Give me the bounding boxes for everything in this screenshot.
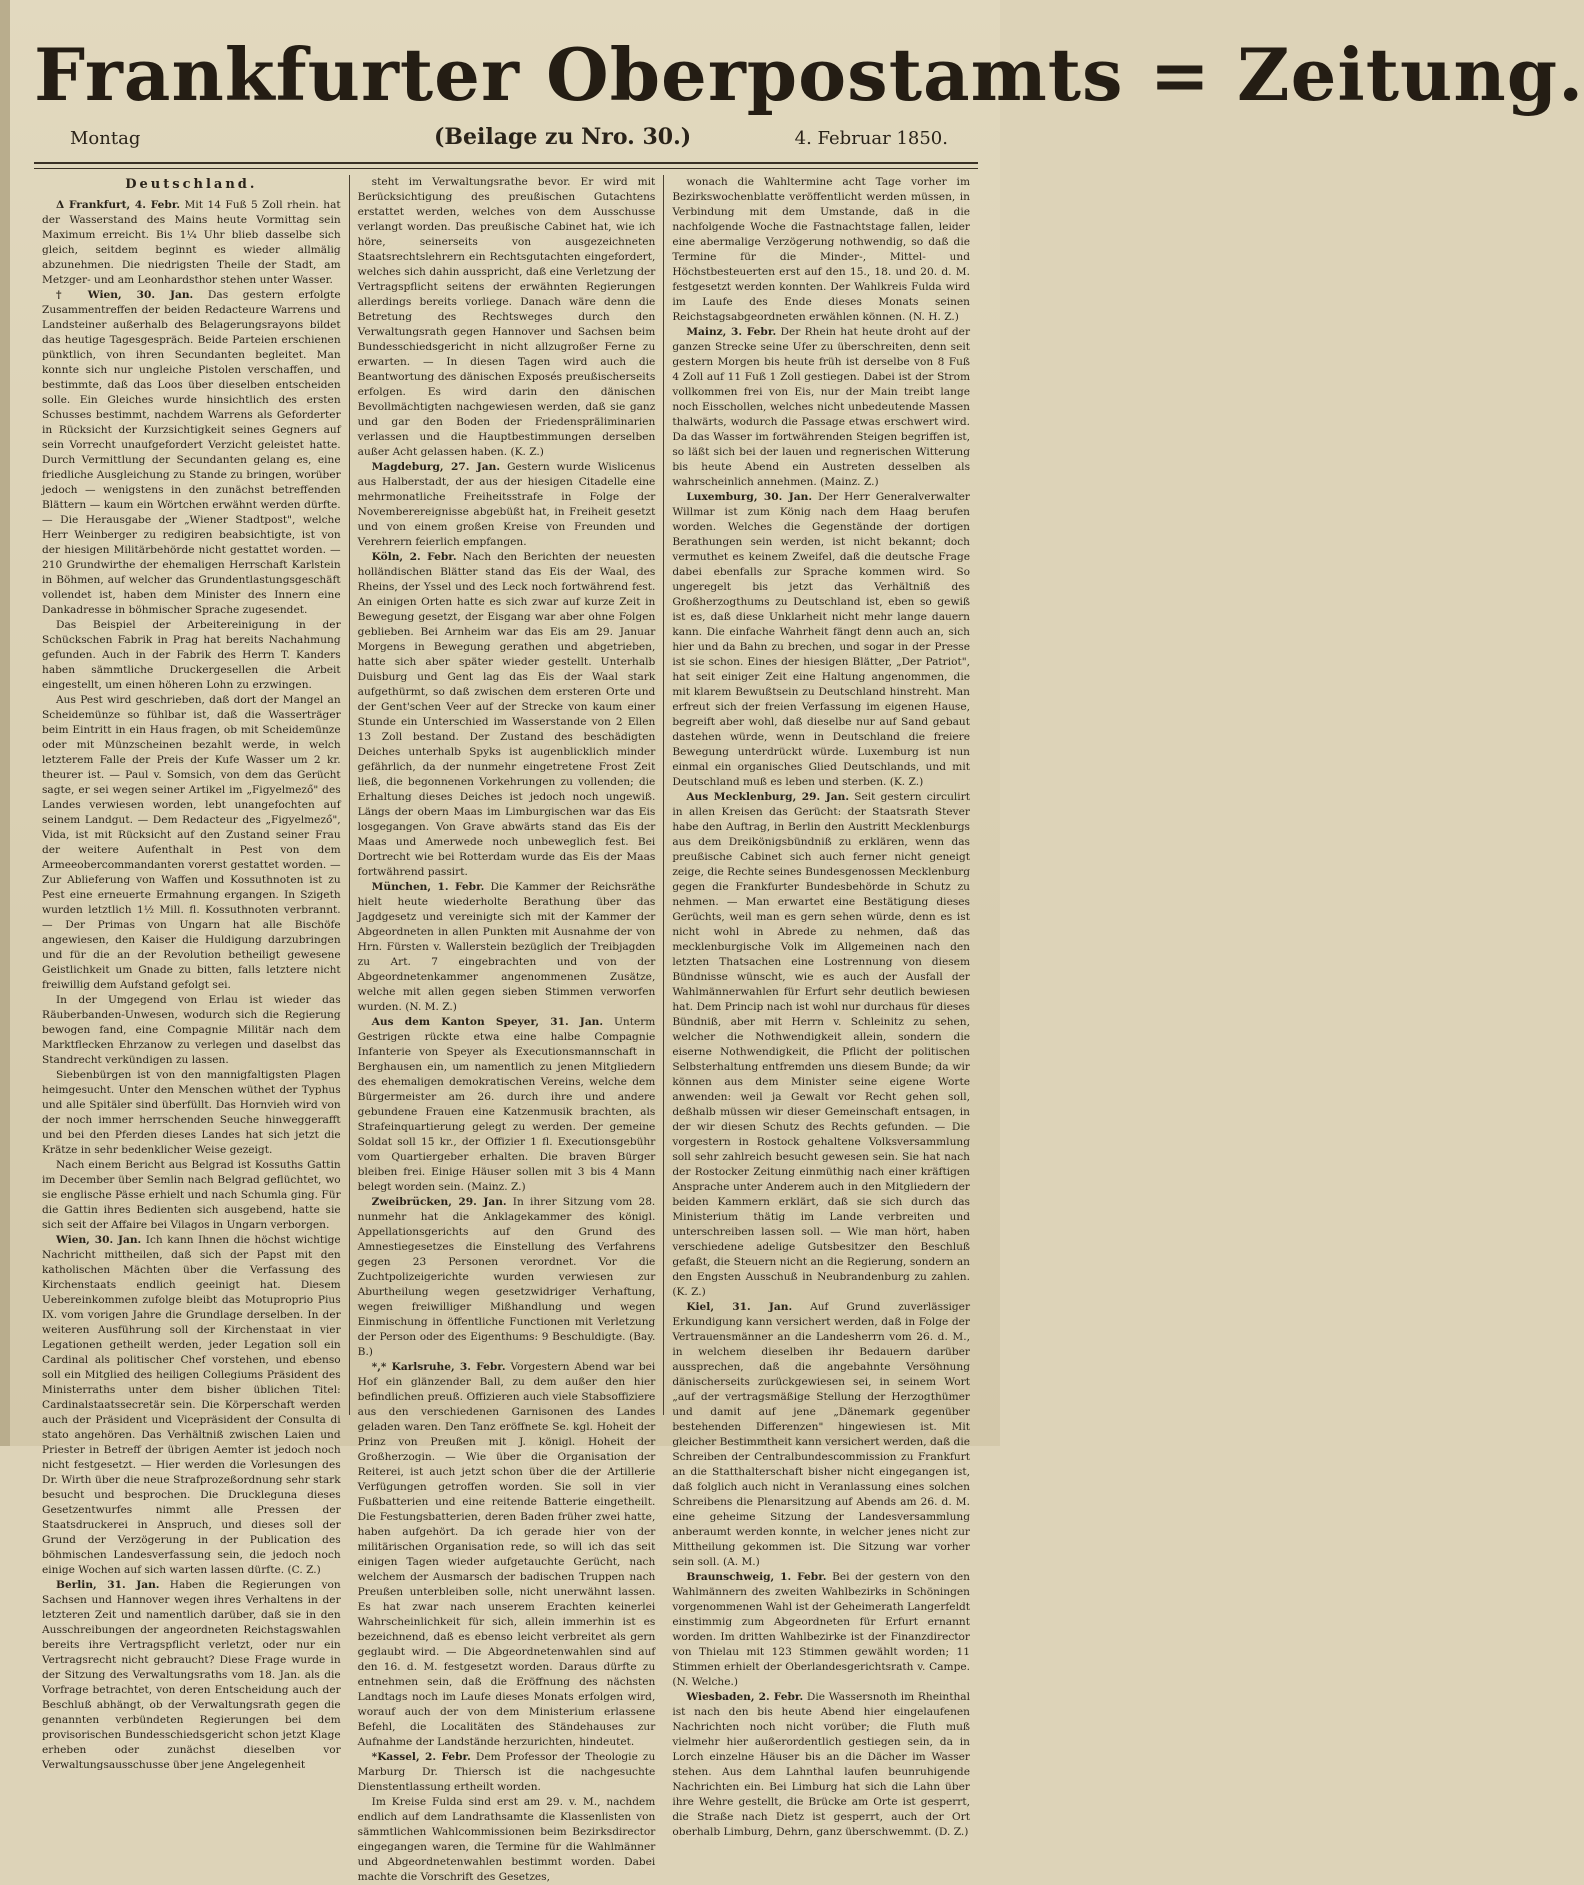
article-paragraph xyxy=(42,1068,341,1158)
article-text: wonach die Wahltermine acht Tage vorher im Bezirkswochenblatte veröffentlicht werden müssen, in Verbindung mit dem Umstande, daß in die nachfolgende Woche die Fastnachtstage fallen, leider eine abermalige Verzögerung nothwendig, so daß die Termine für die Minder-, Mittel- und Höchstbesteuerten erst auf den 15., 18. und 20. d. M. festgesetzt werden konnten. Der Wahlkreis Fulda wird im Laufe des Ende dieses Monats seinen Reichstagsabgeordneten erwählen können. (N. H. Z.) xyxy=(672,176,970,323)
dateline: Luxemburg, 30. Jan. xyxy=(686,491,813,503)
masthead-subline xyxy=(34,122,978,164)
article-text: Dem Professor der Theologie zu Marburg Dr. Thiersch ist die nachgesuchte Dienstentlassung ertheilt worden. xyxy=(357,1751,656,1793)
article-paragraph xyxy=(672,1690,970,1840)
dateline: Mainz, 3. Febr. xyxy=(686,326,777,338)
column-3 xyxy=(663,175,978,1838)
article-text: Bei der gestern von den Wahlmännern des zweiten Wahlbezirks in Schöningen vorgenommenen Wahl ist der Geheimerath Langerfeldt einstimmig zum Abgeordneten für Erfurt ernannt worden. Im dritten Wahlbezirke ist der Finanzdirector von Thielau mit 123 Stimmen gewählt worden; 11 Stimmen erhielt der Oberlandesgerichtsrath v. Campe. (N. Welche.) xyxy=(672,1571,970,1688)
article-paragraph xyxy=(42,1158,341,1233)
article-paragraph xyxy=(358,175,656,460)
article-text: Nach den Berichten der neuesten holländischen Blätter stand das Eis der Waal, des Rheins, der Yssel und des Leck noch fortwährend fest. An einigen Orten hatte es sich zwar auf kurze Zeit in Bewegung gesetzt, der Eisgang war aber ohne Folgen geblieben. Bei Arnheim war das Eis am 29. Januar Morgens in Bewegung gerathen und abgetrieben, hatte sich aber später wieder gestellt. Unterhalb Duisburg und Gent lag das Eis der Waal stark aufgethürmt, so daß zwischen dem ersteren Orte und der Gent'schen Veer auf der Strecke von kaum einer Stunde ein Unterschied im Wasserstande von 2 Ellen 13 Zoll bestand. Der Zustand des beschädigten Deiches unterhalb Spyks ist augenblicklich minder gefährlich, da der nunmehr eingetretene Frost Zeit ließ, die begonnenen Vorkehrungen zu vollenden; die Erhaltung dieses Deiches ist jedoch noch ungewiß. Längs der obern Maas im Limburgischen war das Eis losgegangen. Von Grave abwärts stand das Eis der Maas und Amerwede noch unbeweglich fest. Bei Dortrecht wie bei Rotterdam wurde das Eis der Maas fortwährend passirt. xyxy=(357,551,656,878)
article-text: Seit gestern circulirt in allen Kreisen das Gerücht: der Staatsrath Stever habe den Auftrag, in Berlin den Austritt Mecklenburgs aus dem Dreikönigsbündniß zu erklären, wenn das preußische Cabinet sich auch ferner nicht geneigt zeige, die Rechte seines Bundesgenossen Mecklenburg gegen die Frankfurter Bundesbehörde in Schutz zu nehmen. — Man erwartet eine Bestätigung dieses Gerüchts, weil man es gern sehen würde, denn es ist nicht wohl in Abrede zu nehmen, daß das mecklenburgische Volk im Allgemeinen nach den letzten Thatsachen eine Lostrennung von diesem Bündnisse wünscht, wie es auch der Ausfall der Wahlmännerwahlen für Erfurt sehr deutlich bewiesen hat. Dem Princip nach ist wohl nur durchaus für dieses Bündniß, aber mit Herrn v. Schleinitz zu sehen, welcher die Nothwendigkeit allein, sondern die eiserne Nothwendigkeit, die Pflicht der politischen Selbsterhaltung entfremden uns diesem Bunde; da wir können aus dem Minister seine eigene Worte anwenden: weil ja Gewalt vor Recht gehen soll, deßhalb müssen wir dieser Gemeinschaft entsagen, in der wir diesen Schutz des Rechts gefunden. — Die vorgestern in Rostock gehaltene Volksversammlung soll sehr zahlreich besucht gewesen sein. Sie hat nach der Rostocker Zeitung einmüthig nach einer kräftigen Ansprache unter Anderem auch in den Mitgliedern der beiden Kammern erklärt, daß sie sich durch das Ministerium thätig im Lande verbreiten und unterschreiben lassen soll. — Wie man hört, haben verschiedene adelige Gutsbesitzer den Beschluß gefaßt, die Steuern nicht an die Regierung, sondern an den Engsten Ausschuß in Neubrandenburg zu zahlen. (K. Z.) xyxy=(672,791,970,1298)
article-text: Der Rhein hat heute droht auf der ganzen Strecke seine Ufer zu überschreiten, denn seit gestern Morgen bis heute früh ist derselbe von 8 Fuß 4 Zoll auf 11 Fuß 1 Zoll gestiegen. Dabei ist der Strom vollkommen frei von Eis, nur der Main treibt lange noch Eisschollen, welches nicht unbedeutende Massen thalwärts, wodurch die Passage etwas erschwert wird. Da das Wasser im fortwährenden Steigen begriffen ist, so läßt sich bei der lauen und regnerischen Witterung bis heute Abend ein Austreten desselben als wahrscheinlich annehmen. (Mainz. Z.) xyxy=(672,326,971,488)
article-text: Der Herr Generalverwalter Willmar ist zum König nach dem Haag berufen worden. Welches die Gegenstände der dortigen Berathungen sein werden, ist nicht bekannt; doch vermuthet es keinem Zweifel, daß die deutsche Frage dabei ebenfalls zur Sprache kommen wird. So ungeregelt bis jetzt das Verhältniß des Großherzogthums zu Deutschland ist, eben so gewiß ist es, daß diese Unklarheit nicht mehr lange dauern kann. Die einfache Wahrheit fängt denn auch an, sich hier und da Bahn zu brechen, und sogar in der Presse ist sie schon. Eines der hiesigen Blätter, „Der Patriot", hat seit einiger Zeit eine Haltung angenommen, die mit klarem Bewußtsein zu Deutschland hinstreht. Man erfreut sich der freien Verfassung im eigenen Hause, begreift aber wohl, daß dieselbe nur auf Sand gebaut dastehen würde, wenn in Deutschland die freiere Bewegung unterdrückt würde. Luxemburg ist nun einmal ein organisches Glied Deutschlands, und mit Deutschland muß es leben und sterben. (K. Z.) xyxy=(672,491,970,788)
article-paragraph xyxy=(672,1300,970,1570)
issue-day: Montag xyxy=(70,128,141,149)
article-text: Gestern wurde Wislicenus aus Halberstadt, der aus der hiesigen Citadelle eine mehrmonatliche Freiheitsstrafe in Folge der Novemberereignisse abgebüßt hat, in Freiheit gesetzt und von einem großen Kreise von Freunden und Verehrern feierlich empfangen. xyxy=(357,461,656,548)
article-paragraph xyxy=(42,618,341,693)
dateline: Aus Mecklenburg, 29. Jan. xyxy=(686,791,850,803)
dateline: † Wien, 30. Jan. xyxy=(56,289,194,301)
dateline: Aus dem Kanton Speyer, 31. Jan. xyxy=(371,1016,604,1028)
article-paragraph xyxy=(358,1360,656,1750)
dateline: *,* Karlsruhe, 3. Febr. xyxy=(371,1361,506,1373)
dateline: Wien, 30. Jan. xyxy=(56,1234,142,1246)
dateline: Δ Frankfurt, 4. Febr. xyxy=(56,199,181,211)
issue-date: 4. Februar 1850. xyxy=(794,128,948,149)
article-text: Auf Grund zuverlässiger Erkundigung kann versichert werden, daß in Folge der Vertrauensmänner an die Landesherrn vom 26. d. M., in welchem dieselben ihr Bedauern darüber aussprechen, daß die angebahnte Versöhnung dänischerseits zurückgewiesen sei, in seinem Wort „auf der vertragsmäßige Stellung der Herzogthümer und damit auf jene „Dänemark gegenüber bestehenden Differenzen" hingewiesen ist. Mit gleicher Bestimmtheit kann versichert werden, daß die Schreiben der Centralbundescommission zu Frankfurt an die Statthalterschaft bisher nicht eingegangen ist, daß folglich auch nicht in Veranlassung eines solchen Schreibens die Plenarsitzung auf Abends am 26. d. M. eine geheime Sitzung der Landesversammlung anberaumt werden konnte, in welcher jenes nicht zur Mittheilung gekommen ist. Die Sitzung war vorher sein soll. (A. M.) xyxy=(672,1301,971,1568)
article-paragraph xyxy=(358,1195,656,1360)
article-paragraph xyxy=(358,1750,656,1795)
dateline: Berlin, 31. Jan. xyxy=(56,1579,160,1591)
article-paragraph xyxy=(672,790,970,1300)
article-paragraph xyxy=(42,1578,341,1773)
article-paragraph xyxy=(358,1795,656,1885)
article-text: Die Wassersnoth im Rheinthal ist nach den bis heute Abend hier eingelaufenen Nachrichten noch nicht vorüber; die Fluth muß vielmehr hier außerordentlich gestiegen sein, da in Lorch einzelne Häuser bis an die Dächer im Wasser stehen. Aus dem Lahnthal laufen beunruhigende Nachrichten ein. Bei Limburg hat sich die Lahn über ihre Wehre gestellt, die Brücke am Orte ist gesperrt, die Straße nach Dietz ist gesperrt, auch der Ort oberhalb Limburg, Dehrn, ganz überschwemmt. (D. Z.) xyxy=(672,1691,970,1838)
article-text: Die Kammer der Reichsräthe hielt heute wiederholte Berathung über das Jagdgesetz und vereinigte sich mit der Kammer der Abgeordneten in allen Punkten mit Ausnahme der von Hrn. Fürsten v. Wallerstein bezüglich der Treibjagden zu Art. 7 eingebrachten und von der Abgeordnetenkammer angenommenen Zusätze, welche mit allen gegen sieben Stimmen verworfen wurden. (N. M. Z.) xyxy=(357,881,656,1013)
article-paragraph xyxy=(672,490,970,790)
article-text: Unterm Gestrigen rückte etwa eine halbe Compagnie Infanterie von Speyer als Executionsmannschaft in Berghausen ein, um namentlich zu jenen Mitgliedern des ehemaligen demokratischen Vereins, welche dem Bürgermeister am 26. durch ihre und andere gebundene Frauen eine Katzenmusik brachten, als Strafeinquartierung gelegt zu werden. Der gemeine Soldat soll 15 kr., der Offizier 1 fl. Executionsgebühr vom Quartiergeber erhalten. Die braven Bürger bleiben frei. Einige Häuser sollen mit 3 bis 4 Mann belegt worden sein. (Mainz. Z.) xyxy=(357,1016,656,1193)
article-paragraph xyxy=(42,198,341,288)
column-2 xyxy=(349,175,664,1883)
binding-edge xyxy=(0,0,10,1446)
masthead-title: Frankfurter Oberpostamts = Zeitung. xyxy=(34,32,1584,117)
article-paragraph xyxy=(672,1570,970,1690)
masthead-rule xyxy=(34,168,978,169)
article-paragraph xyxy=(672,325,970,490)
article-text: Nach einem Bericht aus Belgrad ist Kossuths Gattin im December über Semlin nach Belgrad geflüchtet, wo sie englische Pässe erhielt und nach Schumla ging. Für die Gattin ihres Bedienten sich ausgebend, hatte sie sich seit der Affaire bei Vilagos in Ungarn verborgen. xyxy=(42,1159,341,1231)
article-text: In ihrer Sitzung vom 28. nunmehr hat die Anklagekammer des königl. Appellationsgerichts auf den Grund des Amnestiegesetzes die Einstellung des Verfahrens gegen 23 Personen verordnet. Vor die Zuchtpolizeigerichte wurden verwiesen zur Aburtheilung wegen gesetzwidriger Verhaftung, wegen freiwilliger Mißhandlung und wegen Einmischung in öffentliche Functionen mit Verletzung der Person oder des Eigenthums: 9 Beschuldigte. (Bay. B.) xyxy=(357,1196,656,1358)
article-text: steht im Verwaltungsrathe bevor. Er wird mit Berücksichtigung des preußischen Gutachtens erstattet werden, welches von dem Ausschusse verlangt worden. Das preußische Cabinet hat, wie ich höre, seinerseits von ausgezeichneten Staatsrechtslehrern ein Rechtsgutachten eingefordert, welches sich dahin ausspricht, daß eine Verletzung der Vertragspflicht seitens der erwähnten Regierungen allerdings bereits vorliege. Danach wäre denn die Betretung des Rechtsweges durch den Verwaltungsrath gegen Hannover und Sachsen beim Bundesschiedsgericht in nicht allzugroßer Ferne zu erwarten. — In diesen Tagen wird auch die Beantwortung des dänischen Exposés preußischerseits erfolgen. Es wird darin den dänischen Bevollmächtigten nachgewiesen werden, daß sie ganz und gar den Boden der Friedenspräliminarien verlassen und die Hauptbestimmungen derselben außer Acht gelassen haben. (K. Z.) xyxy=(357,176,656,458)
section-heading: Deutschland. xyxy=(125,177,258,192)
dateline: Magdeburg, 27. Jan. xyxy=(371,461,501,473)
article-text: Aus Pest wird geschrieben, daß dort der Mangel an Scheidemünze so fühlbar ist, daß die Wasserträger beim Eintritt in ein Haus fragen, ob mit Scheidemünze oder mit Münzscheinen bezahlt werde, in welch letzterem Falle der Preis der Kufe Wasser um 2 kr. theurer ist. — Paul v. Somsich, von dem das Gerücht sagte, er sei wegen seiner Artikel im „Figyelmező" des Landes verwiesen worden, lebt unangefochten auf seinem Landgut. — Dem Redacteur des „Figyelmező", Vida, ist mit Rücksicht auf den Zustand seiner Frau der weitere Aufenthalt in Pest von dem Armeeobercommandanten vorerst gestattet worden. — Zur Ablieferung von Waffen und Kossuthnoten ist zu Pest eine erneuerte Ermahnung ergangen. In Szigeth wurden letztlich 1½ Mill. fl. Kossuthnoten verbrannt. — Der Primas von Ungarn hat alle Bischöfe angewiesen, den Kaiser die Huldigung darzubringen und für die an der Revolution betheiligt gewesene Geistlichkeit um Gnade zu bitten, falls letztere nicht freiwillig dem Aufstand gefolgt sei. xyxy=(42,694,341,991)
article-paragraph xyxy=(358,1015,656,1195)
column-1 xyxy=(34,175,349,1771)
article-text: In der Umgegend von Erlau ist wieder das Räuberbanden-Unwesen, wodurch sich die Regierung bewogen fand, eine Compagnie Militär nach dem Marktflecken Ehrzanow zu verlegen und daselbst das Standrecht verkündigen zu lassen. xyxy=(42,994,341,1066)
dateline: Wiesbaden, 2. Febr. xyxy=(686,1691,804,1703)
article-text: Vorgestern Abend war bei Hof ein glänzender Ball, zu dem außer den hier befindlichen preuß. Offizieren auch viele Stabsoffiziere aus den verschiedenen Garnisonen des Landes geladen waren. Den Tanz eröffnete Se. kgl. Hoheit der Prinz von Preußen mit J. königl. Hoheit der Großherzogin. — Wie über die Organisation der Reiterei, ist auch jetzt schon über die der Artillerie Verfügungen getroffen worden. Sie soll in vier Fußbatterien und eine reitende Batterie eingetheilt. Die Festungsbatterien, deren Baden früher zwei hatte, haben aufgehört. Da ich gerade hier von der militärischen Organisation rede, so will ich das seit einigen Tagen wieder aufgetauchte Gerücht, nach welchem der Ausmarsch der badischen Truppen nach Preußen unterbleiben solle, nicht unerwähnt lassen. Es hat zwar nach unserem Erachten keinerlei Wahrscheinlichkeit für sich, allein immerhin ist es bezeichnend, daß es ebenso leicht verbreitet als gern geglaubt wird. — Die Abgeordnetenwahlen sind auf den 16. d. M. festgesetzt worden. Daraus dürfte zu entnehmen sein, daß die Eröffnung des nächsten Landtags noch im Laufe dieses Monats erfolgen wird, worauf auch der von dem Ministerium erlassene Befehl, die Localitäten des Ständehauses zur Aufnahme der Landstände herzurichten, hindeutet. xyxy=(357,1361,656,1748)
article-paragraph xyxy=(358,460,656,550)
dateline: Kiel, 31. Jan. xyxy=(686,1301,793,1313)
dateline: München, 1. Febr. xyxy=(371,881,485,893)
dateline: Zweibrücken, 29. Jan. xyxy=(371,1196,507,1208)
article-text: Ich kann Ihnen die höchst wichtige Nachricht mittheilen, daß sich der Papst mit den katholischen Mächten über die Verfassung des Kirchenstaats endlich geeinigt hat. Diesem Uebereinkommen zufolge bleibt das Motuproprio Pius IX. vom vorigen Jahre die Grundlage derselben. In der weiteren Ausführung soll der Kirchenstaat in vier Legationen getheilt werden, jeder Legation soll ein Cardinal als politischer Chef vorstehen, und ebenso soll ein Mitglied des heiligen Collegiums Präsident des Ministerraths unter dem bisher üblichen Titel: Cardinalstaatssecretär sein. Die Körperschaft werden auch der Präsident und Vicepräsident der Consulta di stato angehören. Das Verhältniß zwischen Laien und Priester in Betreff der übrigen Aemter ist jedoch noch nicht festgesetzt. — Hier werden die Vorlesungen des Dr. Wirth über die neue Strafprozeßordnung sehr stark besucht und besprochen. Die Druckleguna dieses Gesetzentwurfes nimmt alle Pressen der Staatsdruckerei in Anspruch, und dieses soll der Grund der Verzögerung in der Publication des böhmischen Landesverfassung sein, die jedoch noch einige Wochen auf sich warten lassen dürfte. (C. Z.) xyxy=(42,1234,341,1576)
text-columns xyxy=(34,175,978,1883)
article-text: Siebenbürgen ist von den mannigfaltigsten Plagen heimgesucht. Unter den Menschen wüthet der Typhus und alle Spitäler sind überfüllt. Das Hornvieh wird von der noch immer herrschenden Seuche hinweggerafft und bei den Pferden dieses Landes hat sich jetzt die Krätze in sehr bedenklicher Weise gezeigt. xyxy=(42,1069,341,1156)
article-paragraph xyxy=(358,550,656,880)
article-text: Im Kreise Fulda sind erst am 29. v. M., nachdem endlich auf dem Landrathsamte die Klassenlisten von sämmtlichen Wahlcommissionen beim Bezirksdirector eingegangen waren, die Termine für die Wahlmänner und Abgeordnetenwahlen bestimmt worden. Dabei machte die Vorschrift des Gesetzes, xyxy=(357,1796,656,1883)
dateline: Köln, 2. Febr. xyxy=(371,551,457,563)
article-paragraph xyxy=(42,288,341,618)
dateline: *Kassel, 2. Febr. xyxy=(371,1751,471,1763)
article-text: Haben die Regierungen von Sachsen und Hannover wegen ihres Verhaltens in der letzteren Zeit und namentlich darüber, daß sie in den Ausschreibungen der angeordneten Reichstagswahlen bereits ihre Vertragspflicht verletzt, oder nur ein Vertragsrecht nicht gebraucht? Diese Frage wurde in der Sitzung des Verwaltungsraths vom 18. Jan. als die Vorfrage betrachtet, von deren Entscheidung auch der Beschluß abhängt, ob der Verwaltungsrath gegen die genannten verbündeten Regierungen bei dem provisorischen Bundesschiedsgericht schon jetzt Klage erheben oder zunächst dieselben vor Verwaltungsausschusse über jene Angelegenheit xyxy=(42,1579,341,1771)
dateline: Braunschweig, 1. Febr. xyxy=(686,1571,827,1583)
article-text: Mit 14 Fuß 5 Zoll rhein. hat der Wasserstand des Mains heute Vormittag sein Maximum erreicht. Bis 1¼ Uhr blieb dasselbe sich gleich, seitdem beginnt es wieder allmälig abzunehmen. Die niedrigsten Theile der Stadt, am Metzger- und am Leonhardsthor stehen unter Wasser. xyxy=(42,199,341,286)
supplement-label: (Beilage zu Nro. 30.) xyxy=(434,124,692,150)
article-text: Das Beispiel der Arbeitereinigung in der Schückschen Fabrik in Prag hat bereits Nachahmung gefunden. Auch in der Fabrik des Herrn T. Kanders haben sämmtliche Druckergesellen die Arbeit eingestellt, um einen höheren Lohn zu erzwingen. xyxy=(42,619,341,691)
article-paragraph xyxy=(42,1233,341,1578)
article-paragraph xyxy=(42,993,341,1068)
article-text: Das gestern erfolgte Zusammentreffen der beiden Redacteure Warrens und Landsteiner außerhalb des Belagerungsrayons bildet das heutige Tagesgespräch. Beide Parteien erschienen pünktlich, von ihren Secundanten begleitet. Man konnte sich nur ungleiche Pistolen verschaffen, und bestimmte, daß das Loos über dieselben entscheiden solle. Ein Gleiches wurde hinsichtlich des ersten Schusses bestimmt, nachdem Warrens als Geforderter in Rücksicht der Kurzsichtigkeit seines Gegners auf sein Vorrecht unaufgefordert Verzicht geleistet hatte. Durch Vermittlung der Secundanten gelang es, eine friedliche Ausgleichung zu Stande zu bringen, worüber jedoch — wenigstens in den zunächst betreffenden Blättern — kaum ein Wörtchen erwähnt werden dürfte. — Die Herausgabe der „Wiener Stadtpost", welche Herr Weinberger zu redigiren beabsichtigte, ist von der hiesigen Militärbehörde nicht gestattet worden. — 210 Grundwirthe der ehemaligen Herrschaft Karlstein in Böhmen, auf welcher das Grundentlastungsgeschäft vollendet ist, haben dem Minister des Innern eine Dankadresse in böhmischer Sprache zugesendet. xyxy=(42,289,341,616)
article-paragraph xyxy=(672,175,970,325)
article-paragraph xyxy=(42,693,341,993)
article-paragraph xyxy=(358,880,656,1015)
